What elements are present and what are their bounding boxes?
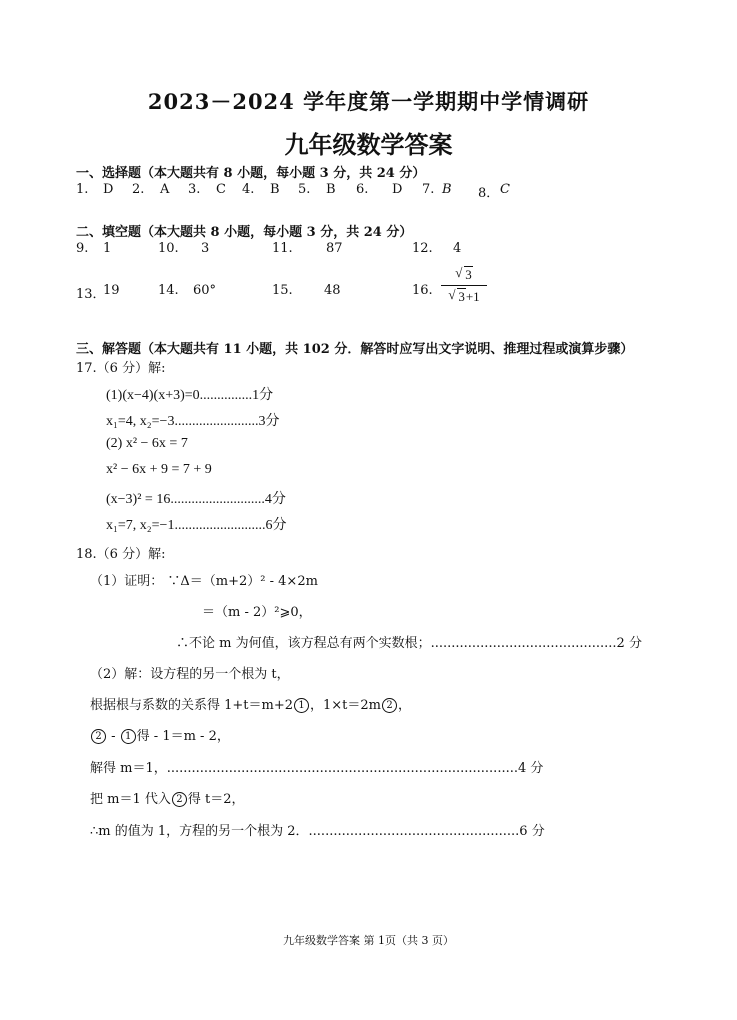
q6-answer: D	[392, 182, 403, 197]
q18-proof-line3: ∴不论 m 为何值，该方程总有两个实数根；.............................................2 分	[176, 636, 642, 651]
section1-heading: 一、选择题（本大题共有 8 小题，每小题 3 分，共 24 分）	[76, 166, 426, 181]
q13-num: 13．	[76, 287, 106, 302]
page-footer: 九年级数学答案 第 1页（共 3 页）	[283, 934, 454, 947]
section3-heading: 三、解答题（本大题共有 11 小题，共 102 分．解答时应写出文字说明、推理过程或演算步骤）	[76, 342, 634, 357]
q15-answer: 48	[324, 283, 341, 298]
circled-1-symbol: 1	[121, 729, 136, 744]
q17-step1: (1)(x−4)(x+3)=0...............1分	[106, 388, 274, 403]
q11-answer: 87	[326, 241, 343, 256]
q16-num: 16.	[412, 283, 433, 298]
q18-line3-text-a: -	[107, 729, 120, 744]
q17-step2: x₁=4, x₂=−3........................3分	[106, 414, 280, 429]
q2-answer: A	[160, 182, 170, 197]
q7-num: 7.	[422, 182, 435, 197]
q5-num: 5.	[298, 182, 311, 197]
page-subtitle: 九年级数学答案	[284, 130, 453, 159]
circled-2-symbol: 2	[91, 729, 106, 744]
q18-line2-text-c: ，	[398, 698, 412, 713]
q16-numerator: 3	[465, 267, 472, 282]
q16-fraction	[441, 266, 487, 305]
q18-line3-text-b: 得 - 1＝m - 2，	[136, 729, 230, 744]
q1-num: 1.	[76, 182, 89, 197]
q9-num: 9.	[76, 241, 89, 256]
q18-line2-text-a: 根据根与系数的关系得 1+t＝m+2	[90, 698, 294, 713]
q7-answer: B	[442, 182, 452, 197]
q10-num: 10.	[158, 241, 179, 256]
q17-step4: x² − 6x + 9 = 7 + 9	[106, 462, 212, 477]
q18-part2-line3	[90, 725, 230, 744]
q13-answer: 19	[103, 283, 120, 298]
q10-answer: 3	[201, 241, 210, 256]
q15-num: 15.	[272, 283, 293, 298]
q16-denominator-radicand: 3	[458, 289, 465, 304]
q18-part2-line4: 解得 m＝1，.....................................................................................4 分	[90, 761, 544, 776]
q11-num: 11.	[272, 241, 293, 256]
q16-denominator-rest: +1	[465, 289, 480, 304]
circled-1-symbol: 1	[294, 698, 309, 713]
q18-part2-line5	[90, 788, 245, 807]
q3-num: 3.	[188, 182, 201, 197]
q4-num: 4.	[242, 182, 255, 197]
q18-part2-line1: （2）解：设方程的另一个根为 t，	[90, 667, 290, 682]
q17-step5: (x−3)² = 16...........................4分	[106, 492, 286, 507]
q18-proof-line1: （1）证明： ∵Δ＝（m+2）² - 4×2m	[90, 574, 318, 589]
q18-proof-line2: ＝（m - 2）²⩾0，	[202, 605, 312, 620]
q8-answer: C	[500, 182, 510, 197]
q6-num: 6.	[356, 182, 369, 197]
circled-2-symbol: 2	[382, 698, 397, 713]
q1-answer: D	[103, 182, 114, 197]
q17-label: 17.（6 分）解:	[76, 361, 166, 376]
q17-step3: (2) x² − 6x = 7	[106, 436, 188, 451]
q8-num: 8．	[478, 186, 500, 201]
q18-part2-line2	[90, 694, 411, 713]
q14-num: 14.	[158, 283, 179, 298]
q17-step6: x₁=7, x₂=−1..........................6分	[106, 518, 287, 533]
q18-label: 18.（6 分）解:	[76, 547, 166, 562]
section2-heading: 二、填空题（本大题共 8 小题，每小题 3 分，共 24 分）	[76, 225, 413, 240]
q18-conclusion: ∴m 的值为 1，方程的另一个根为 2．...................................................6 分	[90, 824, 545, 839]
q14-answer: 60°	[193, 283, 217, 298]
q9-answer: 1	[103, 241, 112, 256]
q4-answer: B	[270, 182, 280, 197]
q18-line2-text-b: ，1×t＝2m	[310, 698, 382, 713]
circled-2-symbol: 2	[172, 792, 187, 807]
q2-num: 2.	[132, 182, 145, 197]
q5-answer: B	[326, 182, 336, 197]
q18-line5-text-a: 把 m＝1 代入	[90, 792, 171, 807]
q12-num: 12.	[412, 241, 433, 256]
page-title: 2023－2024 学年度第一学期期中学情调研	[147, 89, 590, 114]
q12-answer: 4	[453, 241, 462, 256]
q3-answer: C	[216, 182, 226, 197]
q18-line5-text-b: 得 t＝2，	[187, 792, 245, 807]
